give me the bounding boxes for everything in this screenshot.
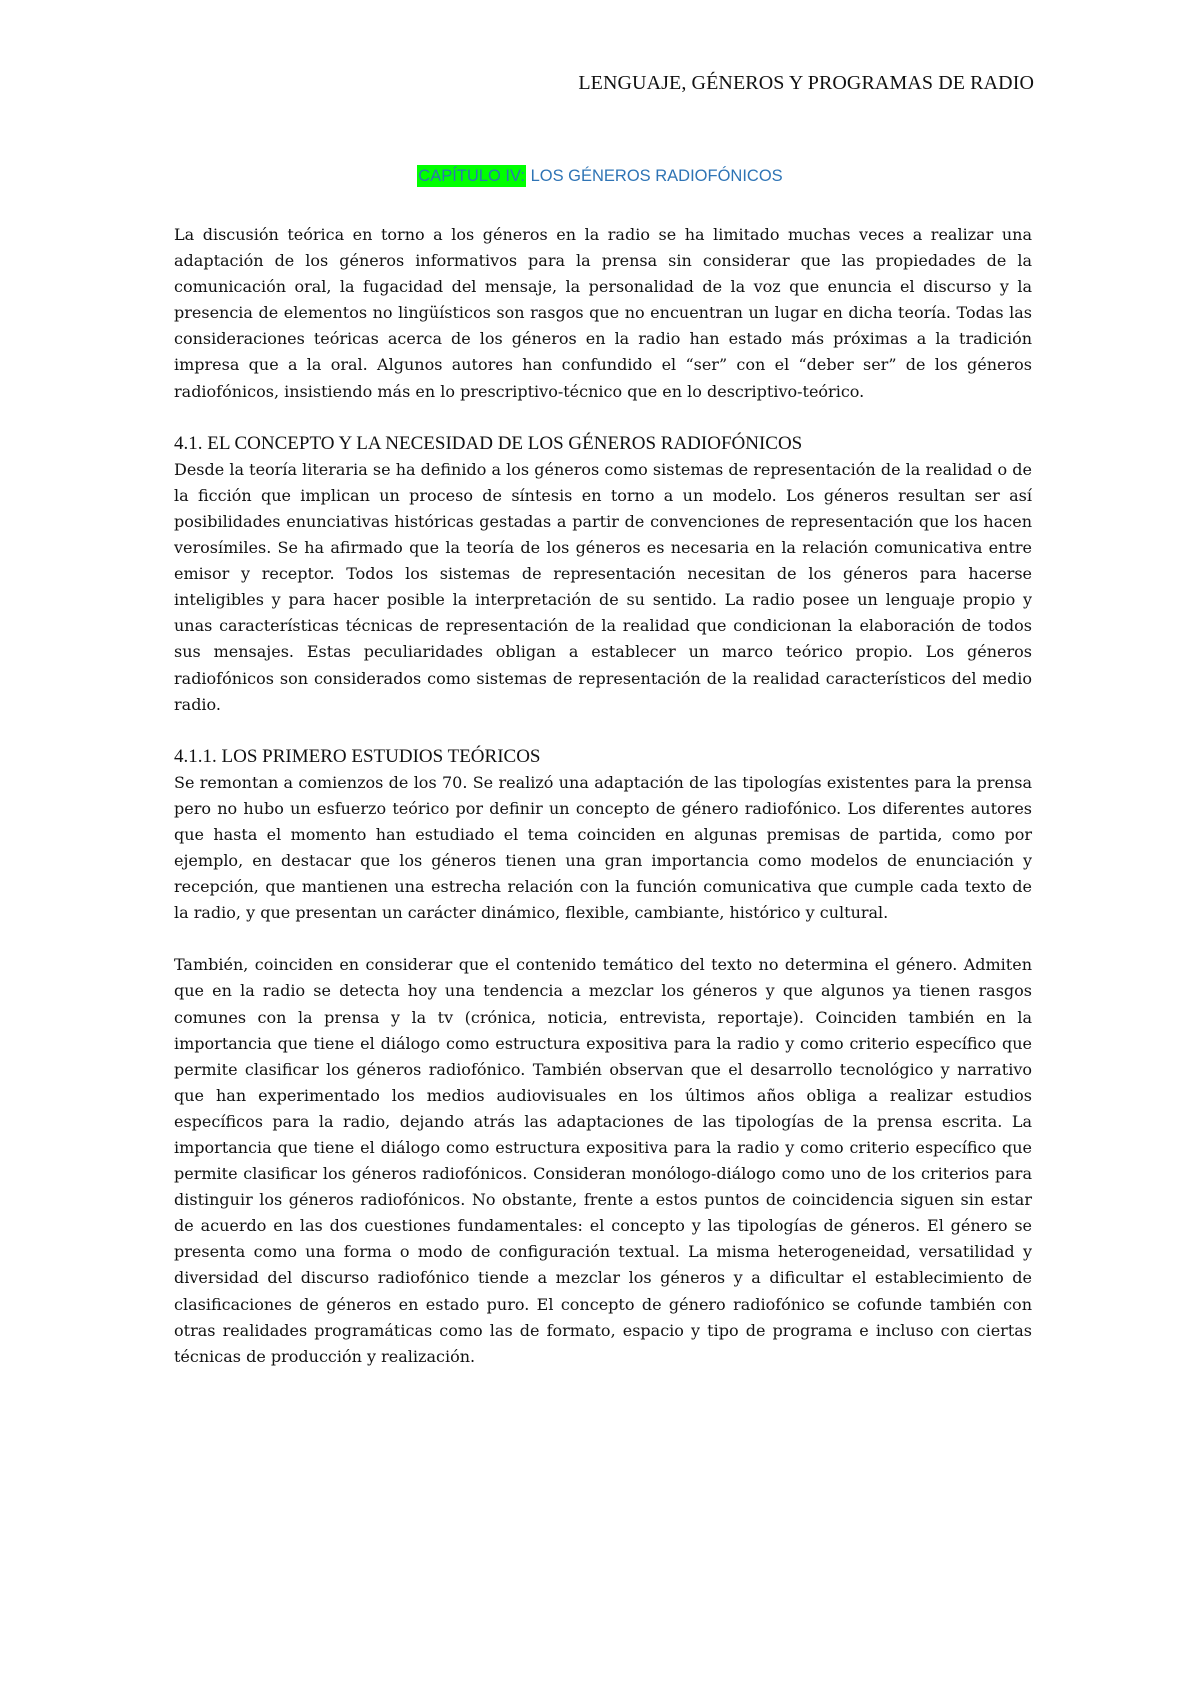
section-4-1-1-paragraph-1: Se remontan a comienzos de los 70. Se realizó una adaptación de las tipologías existentes para la prensa pero no hubo un esfuerzo teórico por definir un concepto de género radiofónico. Los diferentes autores que hasta el momento han estudiado el tema coinciden en algunas premisas de partida, como por ejemplo, en destacar que los géneros tienen una gran importancia como modelos de enunciación y recepción, que mantienen una estrecha relación con la función comunicativa que cumple cada texto de la radio, y que presentan un carácter dinámico, flexible, cambiante, histórico y cultural.: [174, 772, 1032, 923]
intro-paragraph: La discusión teórica en torno a los géneros en la radio se ha limitado muchas veces a realizar una adaptación de los géneros informativos para la prensa sin considerar que las propiedades de la comunicación oral, la fugacidad del mensaje, la personalidad de la voz que enuncia el discurso y la presencia de elementos no lingüísticos son rasgos que no encuentran un lugar en dicha teoría. Todas las consideraciones teóricas acerca de los géneros en la radio han estado más próximas a la tradición impresa que a la oral. Algunos autores han confundido el “ser” con el “deber ser” de los géneros radiofónicos, insistiendo más en lo prescriptivo-técnico que en lo descriptivo-teórico.: [174, 225, 1032, 401]
chapter-name: LOS GÉNEROS RADIOFÓNICOS: [530, 167, 783, 185]
paragraph-spacer: [174, 718, 1032, 744]
paragraph-spacer: [174, 405, 1032, 431]
paragraph-spacer: [174, 926, 1032, 952]
document-body: [174, 222, 1032, 1370]
section-heading-4-1: 4.1. EL CONCEPTO Y LA NECESIDAD DE LOS GÉNEROS RADIOFÓNICOS: [174, 432, 803, 454]
section-4-1-paragraph: Desde la teoría literaria se ha definido a los géneros como sistemas de representación de la realidad o de la ficción que implican un proceso de síntesis en torno a un modelo. Los géneros resultan ser así posibilidades enunciativas históricas gestadas a partir de convenciones de representación que los hacen verosímiles. Se ha afirmado que la teoría de los géneros es necesaria en la relación comunicativa entre emisor y receptor. Todos los sistemas de representación necesitan de los géneros para hacerse inteligibles y para hacer posible la interpretación de su sentido. La radio posee un lenguaje propio y unas características técnicas de representación de la realidad que condicionan la elaboración de todos sus mensajes. Estas peculiaridades obligan a establecer un marco teórico propio. Los géneros radiofónicos son considerados como sistemas de representación de la realidad característicos del medio radio.: [174, 459, 1032, 714]
running-header: LENGUAJE, GÉNEROS Y PROGRAMAS DE RADIO: [578, 72, 1034, 94]
section-4-1-1-paragraph-2: También, coinciden en considerar que el contenido temático del texto no determina el género. Admiten que en la radio se detecta hoy una tendencia a mezclar los géneros y que algunos ya tienen rasgos comunes con la prensa y la tv (crónica, noticia, entrevista, reportaje). Coinciden también en la importancia que tiene el diálogo como estructura expositiva para la radio y como criterio específico que permite clasificar los géneros radiofónico. También observan que el desarrollo tecnológico y narrativo que han experimentado los medios audiovisuales en los últimos años obliga a realizar estudios específicos para la radio, dejando atrás las adaptaciones de las tipologías de la prensa escrita. La importancia que tiene el diálogo como estructura expositiva para la radio y como criterio específico que permite clasificar los géneros radiofónicos. Consideran monólogo-diálogo como uno de los criterios para distinguir los géneros radiofónicos. No obstante, frente a estos puntos de coincidencia siguen sin estar de acuerdo en las dos cuestiones fundamentales: el concepto y las tipologías de géneros. El género se presenta como una forma o modo de configuración textual. La misma heterogeneidad, versatilidad y diversidad del discurso radiofónico tiende a mezclar los géneros y a dificultar el establecimiento de clasificaciones de géneros en estado puro. El concepto de género radiofónico se cofunde también con otras realidades programáticas como las de formato, espacio y tipo de programa e incluso con ciertas técnicas de producción y realización.: [174, 955, 1032, 1366]
section-heading-4-1-1: 4.1.1. LOS PRIMERO ESTUDIOS TEÓRICOS: [174, 745, 541, 767]
chapter-title: [0, 167, 1200, 186]
chapter-number-highlighted: CAPÍTULO IV:: [418, 167, 525, 185]
